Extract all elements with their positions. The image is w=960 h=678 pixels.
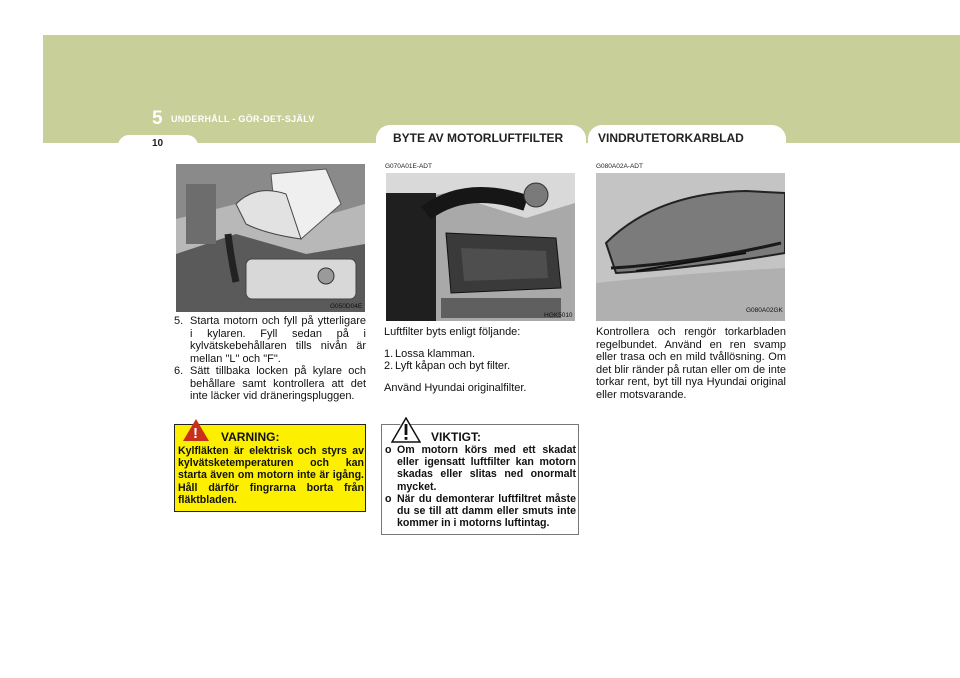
important-item-text: När du demonterar luftfiltret måste du se till att damm eller smuts inte kommer in i motorns luftintag. [397, 492, 576, 530]
important-title: VIKTIGT: [431, 430, 481, 444]
middle-ref-code: G070A01E-ADT [385, 163, 432, 170]
list-item [174, 315, 366, 365]
middle-image-code: HGK5010 [544, 312, 573, 319]
wiper-photo [596, 173, 785, 321]
right-image-code: G080A02GK [746, 307, 783, 314]
important-list [385, 444, 576, 529]
right-text: Kontrollera och rengör torkarbladen regelbundet. Använd en ren svamp eller trasa och en mild tvållösning. Om det blir ränder på rutan eller om de inte torkar rent, byt till nya Hyundai original eller motsvarande. [596, 326, 786, 401]
step-text: Lossa klamman. [395, 347, 476, 360]
step-number: 6. [174, 365, 184, 377]
middle-intro: Luftfilter byts enligt följande: [384, 326, 521, 338]
warning-title: VARNING: [221, 430, 280, 444]
important-box [381, 424, 579, 535]
list-item [385, 444, 576, 493]
chapter-number: 5 [152, 108, 163, 129]
step-number: 1. [384, 347, 394, 360]
page-number: 10 [152, 138, 164, 149]
chapter-title: UNDERHÅLL - GÖR-DET-SJÄLV [171, 114, 315, 124]
left-steps [174, 315, 366, 403]
left-image-code: G050D04E [330, 303, 363, 310]
coolant-fill-photo [176, 164, 365, 312]
step-number: 5. [174, 315, 184, 327]
list-item [174, 365, 366, 403]
important-item-text: Om motorn körs med ett skadat eller igensatt luftfilter kan motorn skadas eller slitas ned onormalt mycket. [397, 444, 576, 493]
step-number: 2. [384, 360, 394, 372]
step-text: Sätt tillbaka locken på kylare och behållare samt kontrollera att det inte läcker vid dräneringspluggen. [190, 365, 366, 402]
tab-wiper-blade-label: VINDRUTETORKARBLAD [598, 131, 744, 145]
list-item [384, 348, 580, 361]
warning-icon: ! [183, 419, 209, 441]
tab-air-filter-label: BYTE AV MOTORLUFTFILTER [393, 131, 564, 145]
bullet: o [385, 444, 392, 456]
bullet: o [385, 492, 392, 505]
warning-text: Kylfläkten är elektrisk och styrs av kylvätsketemperaturen och kan starta även om motorn inte är igång. Håll därför fingrarna borta från fläktbladen. [178, 445, 364, 506]
middle-text [384, 326, 580, 394]
list-item [385, 493, 576, 530]
list-item [384, 360, 580, 373]
warning-box [174, 424, 366, 512]
middle-note: Använd Hyundai originalfilter. [384, 381, 527, 394]
right-ref-code: G080A02A-ADT [596, 163, 643, 170]
air-filter-photo [386, 173, 575, 321]
step-text: Lyft kåpan och byt filter. [395, 360, 511, 372]
step-text: Starta motorn och fyll på ytterligare i kylaren. Fyll sedan på i kylvätskebehållaren tills nivån är mellan "L" och "F". [190, 315, 366, 365]
